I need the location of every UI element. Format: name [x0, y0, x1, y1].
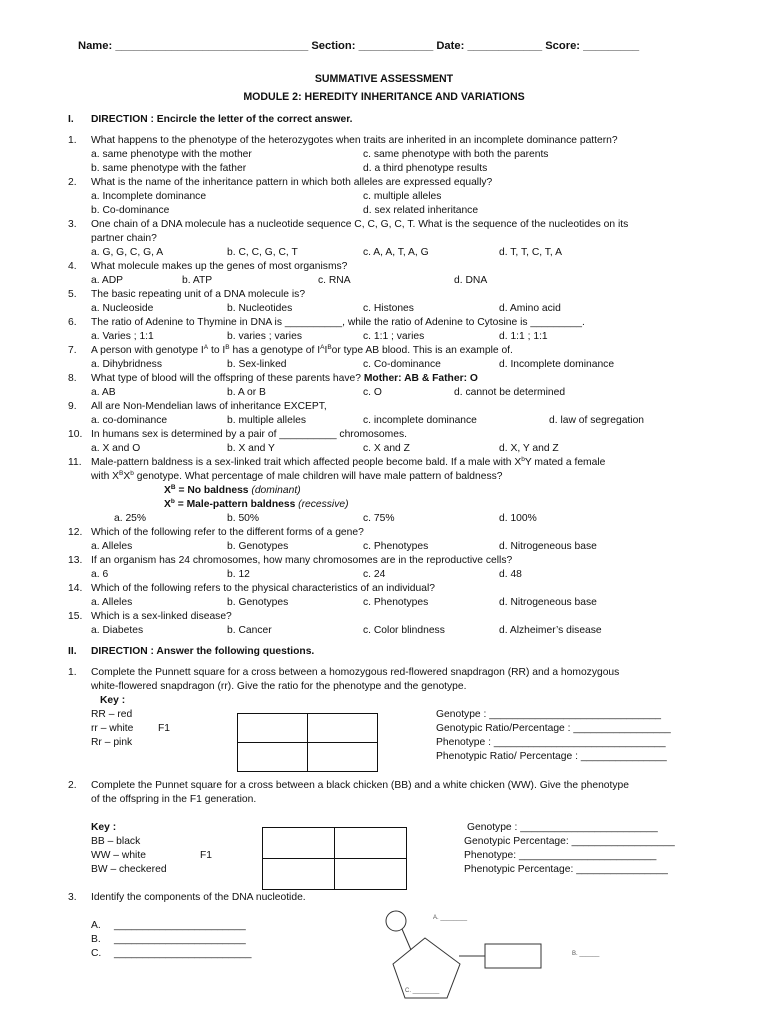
- q7-option-c[interactable]: c. Co-dominance: [363, 359, 441, 370]
- q9-option-a[interactable]: a. co-dominance: [91, 415, 168, 426]
- q3-option-d[interactable]: d. T, T, C, T, A: [499, 247, 562, 258]
- q4-option-b[interactable]: b. ATP: [182, 275, 213, 286]
- q13-number: 13.: [68, 555, 83, 566]
- q11-key-dominant: $X^B = No$ baldness (dominant): [164, 484, 301, 496]
- q2-option-a[interactable]: a. Incomplete dominance: [91, 191, 207, 202]
- q7-option-a[interactable]: a. Dihybridness: [91, 359, 162, 370]
- p2-key-checkered: BW – checkered: [91, 864, 167, 875]
- q5-option-a[interactable]: a. Nucleoside: [91, 303, 154, 314]
- q11-text: Male-pattern baldness is a sex-linked trait which affected people become bald. If a male with $X^bY$ mated a female: [91, 456, 606, 468]
- part1-direction: DIRECTION : Encircle the letter of the correct answer.: [91, 114, 353, 125]
- p2-phenotypic-percentage-field[interactable]: Phenotypic Percentage: ________________: [464, 864, 668, 875]
- p1-punnett-cell[interactable]: [307, 713, 378, 743]
- q6-option-c[interactable]: c. 1:1 ; varies: [363, 331, 425, 342]
- p2-number: 2.: [68, 780, 77, 791]
- q6-number: 6.: [68, 317, 77, 328]
- p1-genotypic-ratio-field[interactable]: Genotypic Ratio/Percentage : _________________: [436, 723, 671, 734]
- q14-option-b[interactable]: b. Genotypes: [227, 597, 289, 608]
- q15-option-c[interactable]: c. Color blindness: [363, 625, 445, 636]
- q12-option-d[interactable]: d. Nitrogeneous base: [499, 541, 597, 552]
- p3-number: 3.: [68, 892, 77, 903]
- p2-punnett-cell[interactable]: [334, 858, 407, 890]
- q9-number: 9.: [68, 401, 77, 412]
- q8-option-b[interactable]: b. A or B: [227, 387, 266, 398]
- q14-option-a[interactable]: a. Alleles: [91, 597, 133, 608]
- q8-text: What type of blood will the offspring of these parents have? Mother: AB & Father: O: [91, 373, 478, 384]
- q13-option-d[interactable]: d. 48: [499, 569, 522, 580]
- q1-option-b[interactable]: b. same phenotype with the father: [91, 163, 247, 174]
- q1-number: 1.: [68, 135, 77, 146]
- q5-option-d[interactable]: d. Amino acid: [499, 303, 561, 314]
- q7-number: 7.: [68, 345, 77, 356]
- q4-option-c[interactable]: c. RNA: [318, 275, 351, 286]
- date-label: Date:: [436, 40, 465, 52]
- q2-number: 2.: [68, 177, 77, 188]
- q8-parents: Mother: AB & Father: O: [363, 373, 478, 384]
- q6-text: The ratio of Adenine to Thymine in DNA is __________, while the ratio of Adenine to Cytosine is _________.: [91, 317, 585, 328]
- q8-option-c[interactable]: c. O: [363, 387, 382, 398]
- q3-option-c[interactable]: c. A, A, T, A, G: [363, 247, 429, 258]
- part1-roman: I.: [68, 114, 74, 125]
- q12-option-b[interactable]: b. Genotypes: [227, 541, 289, 552]
- diagram-label-a: A. ________: [433, 915, 468, 921]
- p1-key-pink: Rr – pink: [91, 737, 133, 748]
- q9-option-b[interactable]: b. multiple alleles: [227, 415, 306, 426]
- p3-text: Identify the components of the DNA nucleotide.: [91, 892, 306, 903]
- q15-option-b[interactable]: b. Cancer: [227, 625, 272, 636]
- q15-text: Which is a sex-linked disease?: [91, 611, 232, 622]
- q4-option-d[interactable]: d. DNA: [454, 275, 488, 286]
- p1-punnett-cell[interactable]: [307, 742, 378, 772]
- q10-option-b[interactable]: b. X and Y: [227, 443, 275, 454]
- p1-punnett-cell[interactable]: [237, 713, 308, 743]
- q1-option-c[interactable]: c. same phenotype with both the parents: [363, 149, 549, 160]
- part2-direction: DIRECTION : Answer the following questions.: [91, 646, 315, 657]
- q4-number: 4.: [68, 261, 77, 272]
- base-rectangle: [485, 944, 541, 968]
- p1-phenotype-field[interactable]: Phenotype : ______________________________: [436, 737, 666, 748]
- q2-option-c[interactable]: c. multiple alleles: [363, 191, 442, 202]
- q3-text: One chain of a DNA molecule has a nucleotide sequence C, C, G, C, T. What is the sequence of the nucleotides on its: [91, 219, 629, 230]
- q5-option-b[interactable]: b. Nucleotides: [227, 303, 293, 314]
- q10-option-a[interactable]: a. X and O: [91, 443, 141, 454]
- q2-option-b[interactable]: b. Co-dominance: [91, 205, 170, 216]
- q10-option-c[interactable]: c. X and Z: [363, 443, 410, 454]
- page-subtitle: MODULE 2: HEREDITY INHERITANCE AND VARIATIONS: [243, 91, 525, 103]
- p1-genotype-field[interactable]: Genotype : ______________________________: [436, 709, 662, 720]
- p1-text: Complete the Punnett square for a cross between a homozygous red-flowered snapdragon (RR) and a homozygous: [91, 667, 620, 678]
- score-label: Score:: [545, 40, 581, 52]
- p2-text: Complete the Punnet square for a cross between a black chicken (BB) and a white chicken (WW). Give the phenotype: [91, 780, 629, 791]
- q8-option-a[interactable]: a. AB: [91, 387, 116, 398]
- p2-punnett-cell[interactable]: [262, 858, 335, 890]
- q6-option-a[interactable]: a. Varies ; 1:1: [91, 331, 154, 342]
- q11-number: 11.: [68, 457, 82, 468]
- q15-option-d[interactable]: d. Alzheimer’s disease: [499, 625, 602, 636]
- p2-punnett-cell[interactable]: [334, 827, 407, 859]
- q11-option-c[interactable]: c. 75%: [363, 513, 395, 524]
- date-field[interactable]: ____________: [467, 40, 543, 52]
- q14-option-c[interactable]: c. Phenotypes: [363, 597, 429, 608]
- q12-number: 12.: [68, 527, 83, 538]
- q10-option-d[interactable]: d. X, Y and Z: [499, 443, 559, 454]
- q7-text: A person with genotype $I^A$ to $I^B$ has a genotype of $I^AI^Bor$ type AB blood. This is an example of.: [91, 344, 513, 356]
- q11-key-recessive: $X^b$ = Male-pattern baldness (recessive): [164, 498, 349, 510]
- page-title: SUMMATIVE ASSESSMENT: [314, 73, 454, 85]
- phosphate-sugar-bond: [402, 929, 411, 950]
- p3-label-c: C.: [91, 948, 102, 959]
- q2-text: What is the name of the inheritance pattern in which both alleles are expressed equally?: [91, 177, 493, 188]
- q11-option-a[interactable]: a. 25%: [114, 513, 147, 524]
- p2-text-cont: of the offspring in the F1 generation.: [91, 794, 257, 805]
- q4-text: What molecule makes up the genes of most organisms?: [91, 261, 348, 272]
- q3-number: 3.: [68, 219, 77, 230]
- p1-phenotypic-ratio-field[interactable]: Phenotypic Ratio/ Percentage : _______________: [436, 751, 667, 762]
- q15-option-a[interactable]: a. Diabetes: [91, 625, 144, 636]
- q8-option-d[interactable]: d. cannot be determined: [454, 387, 566, 398]
- diagram-label-b: B. ______: [572, 951, 600, 957]
- score-field[interactable]: _________: [583, 40, 640, 52]
- q3-text-cont: partner chain?: [91, 233, 157, 244]
- nucleotide-diagram-svg: [375, 910, 635, 1010]
- q3-option-a[interactable]: a. G, G, C, G, A: [91, 247, 164, 258]
- q12-text: Which of the following refer to the different forms of a gene?: [91, 527, 364, 538]
- q13-text: If an organism has 24 chromosomes, how many chromosomes are in the reproductive cells?: [91, 555, 513, 566]
- p1-key-label: Key :: [100, 695, 126, 706]
- p2-key-black: BB – black: [91, 836, 141, 847]
- p3-label-b: B.: [91, 934, 101, 945]
- p3-answer-b[interactable]: _______________________: [114, 934, 246, 945]
- q1-option-d[interactable]: d. a third phenotype results: [363, 163, 488, 174]
- p2-phenotype-field[interactable]: Phenotype: ________________________: [464, 850, 657, 861]
- p2-genotypic-percentage-field[interactable]: Genotypic Percentage: __________________: [464, 836, 675, 847]
- q11-text-cont: with $X^BX^b$ genotype. What percentage of male children will have male pattern of baldness?: [91, 470, 503, 482]
- q3-option-b[interactable]: b. C, C, G, C, T: [227, 247, 298, 258]
- q11-option-d[interactable]: d. 100%: [499, 513, 537, 524]
- q1-option-a[interactable]: a. same phenotype with the mother: [91, 149, 252, 160]
- p1-f1-label: F1: [158, 723, 171, 734]
- q10-number: 10.: [68, 429, 83, 440]
- p1-punnett-cell[interactable]: [237, 742, 308, 772]
- p3-answer-a[interactable]: _______________________: [114, 920, 246, 931]
- q9-option-c[interactable]: c. incomplete dominance: [363, 415, 477, 426]
- part2-roman: II.: [68, 646, 77, 657]
- section-field[interactable]: ____________: [358, 40, 434, 52]
- q10-text: In humans sex is determined by a pair of __________ chromosomes.: [91, 429, 407, 440]
- q1-text: What happens to the phenotype of the heterozygotes when traits are inherited in an incomplete dominance pattern?: [91, 135, 618, 146]
- header-line: [78, 40, 639, 52]
- q13-option-c[interactable]: c. 24: [363, 569, 386, 580]
- q14-number: 14.: [68, 583, 83, 594]
- q13-option-a[interactable]: a. 6: [91, 569, 109, 580]
- name-label: Name:: [78, 40, 113, 52]
- q9-text: All are Non-Mendelian laws of inheritance EXCEPT,: [91, 401, 327, 412]
- q15-number: 15.: [68, 611, 83, 622]
- q14-option-d[interactable]: d. Nitrogeneous base: [499, 597, 597, 608]
- q4-option-a[interactable]: a. ADP: [91, 275, 124, 286]
- q7-option-d[interactable]: d. Incomplete dominance: [499, 359, 615, 370]
- p2-punnett-cell[interactable]: [262, 827, 335, 859]
- p1-number: 1.: [68, 667, 77, 678]
- name-field[interactable]: _______________________________: [115, 40, 309, 52]
- q8-number: 8.: [68, 373, 77, 384]
- q5-option-c[interactable]: c. Histones: [363, 303, 414, 314]
- phosphate-circle: [386, 911, 406, 931]
- diagram-label-c: C. ________: [405, 988, 440, 994]
- p2-key-label: Key :: [91, 822, 117, 833]
- p1-key-white: rr – white: [91, 723, 134, 734]
- q9-option-d[interactable]: d. law of segregation: [549, 415, 645, 426]
- q6-option-d[interactable]: d. 1:1 ; 1:1: [499, 331, 548, 342]
- q6-option-b[interactable]: b. varies ; varies: [227, 331, 302, 342]
- q14-text: Which of the following refers to the physical characteristics of an individual?: [91, 583, 435, 594]
- q2-option-d[interactable]: d. sex related inheritance: [363, 205, 479, 216]
- p1-text-cont: white-flowered snapdragon (rr). Give the ratio for the phenotype and the genotype.: [91, 681, 467, 692]
- p2-f1-label: F1: [200, 850, 213, 861]
- q13-option-b[interactable]: b. 12: [227, 569, 250, 580]
- q7-option-b[interactable]: b. Sex-linked: [227, 359, 287, 370]
- p2-genotype-field[interactable]: Genotype : ________________________: [467, 822, 658, 833]
- q12-option-c[interactable]: c. Phenotypes: [363, 541, 429, 552]
- q12-option-a[interactable]: a. Alleles: [91, 541, 133, 552]
- section-label: Section:: [311, 40, 356, 52]
- q5-number: 5.: [68, 289, 77, 300]
- p3-answer-c[interactable]: ________________________: [114, 948, 252, 959]
- q11-option-b[interactable]: b. 50%: [227, 513, 260, 524]
- q5-text: The basic repeating unit of a DNA molecule is?: [91, 289, 306, 300]
- p2-key-white: WW – white: [91, 850, 146, 861]
- p1-key-red: RR – red: [91, 709, 133, 720]
- p3-label-a: A.: [91, 920, 101, 931]
